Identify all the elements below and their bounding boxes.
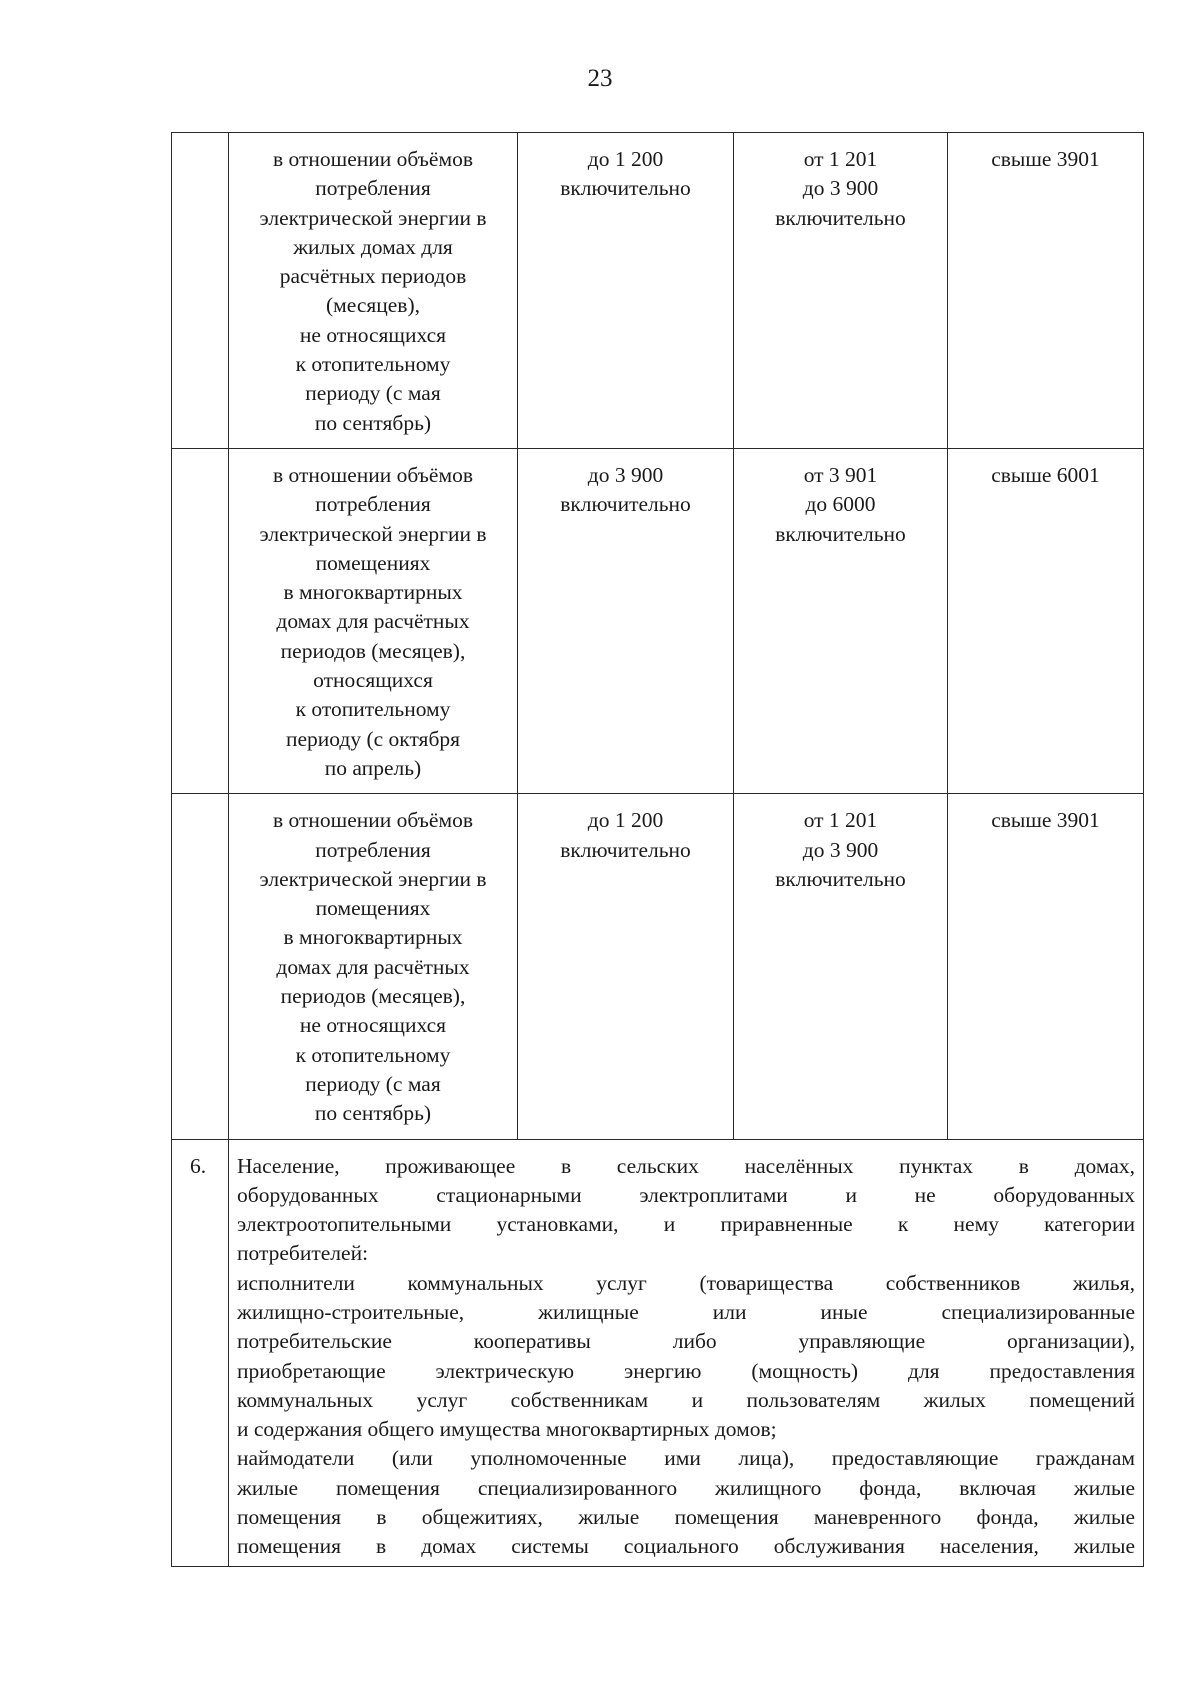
cell-text-line: включительно [560, 837, 691, 862]
cell-text-line: не относящихся [299, 322, 447, 347]
cell-text-line: потребления [315, 837, 431, 862]
cell-text-line: по апрель) [324, 755, 422, 780]
cell-text-line: включительно [775, 521, 906, 546]
cell-text-line: потребления [315, 176, 431, 201]
cell-text-line: периодов (месяцев), [280, 984, 466, 1009]
range-3-cell [948, 448, 1144, 793]
cell-text-line: электрической энергии в [259, 866, 487, 891]
paragraph-line: помещения в домах системы социального обслуживания населения, жилые [237, 1534, 1135, 1559]
description-cell [229, 133, 518, 449]
range-2-cell [734, 133, 948, 449]
cell-text-line: помещениях [315, 896, 431, 921]
cell-text-line: периоду (с октября [285, 726, 461, 751]
cell-text-line: до 1 200 [587, 147, 664, 171]
cell-text-line: периоду (с мая [305, 1071, 441, 1096]
cell-text-line: включительно [560, 492, 691, 517]
table-row [172, 448, 1144, 793]
cell-text-line: в отношении объёмов [273, 147, 473, 171]
range-2-cell [734, 448, 948, 793]
row-number-cell [172, 448, 229, 793]
cell-text-line: периодов (месяцев), [280, 638, 466, 663]
description-cell [229, 448, 518, 793]
range-2-cell [734, 794, 948, 1139]
page-number: 23 [587, 65, 613, 92]
cell-text-line: домах для расчётных [276, 609, 470, 634]
cell-text-line: относящихся [313, 668, 433, 693]
item-6-text-cell [229, 1139, 1144, 1566]
cell-text-line: от 3 901 [803, 462, 878, 487]
cell-text-line: в многоквартирных [283, 580, 463, 605]
paragraph-line: электроотопительными установками, и приравненные к нему категории [237, 1212, 1135, 1237]
cell-text-line: от 1 201 [803, 147, 878, 171]
cell-text-line: в отношении объёмов [273, 462, 473, 487]
cell-text-line: к отопительному [295, 352, 451, 377]
row-number-cell [172, 1139, 229, 1566]
tariff-table-body [172, 133, 1144, 1567]
table-row-item-6 [172, 1139, 1144, 1566]
cell-text-line: до 1 200 [587, 808, 664, 833]
paragraph-line: помещения в общежитиях, жилые помещения маневренного фонда, жилые [237, 1505, 1135, 1530]
cell-text-line: электрической энергии в [259, 205, 487, 230]
cell-text-line: свыше 6001 [991, 462, 1100, 487]
range-1-cell [518, 448, 734, 793]
tariff-table [171, 132, 1144, 1567]
cell-text-line: (месяцев), [325, 293, 420, 318]
cell-text-line: до 3 900 [802, 176, 879, 201]
paragraph-line: потребительские кооперативы либо управляющие организации), [237, 1329, 1135, 1354]
cell-text-line: не относящихся [299, 1013, 447, 1038]
cell-text-line: по сентябрь) [314, 1101, 432, 1126]
cell-text-line: периоду (с мая [305, 381, 441, 406]
cell-text-line: до 3 900 [587, 462, 664, 487]
cell-text-line: включительно [775, 866, 906, 891]
paragraph-line: потребителей: [237, 1241, 369, 1266]
cell-text-line: включительно [560, 176, 691, 201]
cell-text-line: включительно [775, 205, 906, 230]
row-number: 6. [189, 1153, 207, 1178]
paragraph-line: жилые помещения специализированного жилищного фонда, включая жилые [237, 1475, 1135, 1500]
cell-text-line: помещениях [315, 550, 431, 575]
paragraph-line: Население, проживающее в сельских населённых пунктах в домах, [237, 1153, 1135, 1178]
paragraph-line: и содержания общего имущества многоквартирных домов; [237, 1417, 777, 1442]
cell-text-line: к отопительному [295, 1042, 451, 1067]
range-1-cell [518, 794, 734, 1139]
cell-text-line: по сентябрь) [314, 410, 432, 435]
paragraph-line: коммунальных услуг собственникам и пользователям жилых помещений [237, 1387, 1135, 1412]
table-row [172, 794, 1144, 1139]
cell-text-line: до 6000 [805, 492, 876, 517]
cell-text-line: жилых домах для [293, 234, 453, 259]
paragraph-line: наймодатели (или уполномоченные ими лица), предоставляющие гражданам [237, 1446, 1135, 1471]
paragraph-line: оборудованных стационарными электроплитами и не оборудованных [237, 1182, 1135, 1207]
row-number-cell [172, 794, 229, 1139]
cell-text-line: потребления [315, 492, 431, 517]
table-row [172, 133, 1144, 449]
cell-text-line: свыше 3901 [991, 147, 1100, 171]
cell-text-line: от 1 201 [803, 808, 878, 833]
paragraph-line: приобретающие электрическую энергию (мощность) для предоставления [237, 1358, 1135, 1383]
cell-text-line: электрической энергии в [259, 521, 487, 546]
range-3-cell [948, 133, 1144, 449]
cell-text-line: домах для расчётных [276, 954, 470, 979]
cell-text-line: расчётных периодов [279, 264, 467, 289]
range-1-cell [518, 133, 734, 449]
paragraph-line: исполнители коммунальных услуг (товарищества собственников жилья, [237, 1270, 1135, 1295]
cell-text-line: в отношении объёмов [273, 808, 473, 833]
cell-text-line: до 3 900 [802, 837, 879, 862]
description-cell [229, 794, 518, 1139]
cell-text-line: в многоквартирных [283, 925, 463, 950]
cell-text-line: свыше 3901 [991, 808, 1100, 833]
paragraph-line: жилищно-строительные, жилищные или иные специализированные [237, 1299, 1135, 1324]
range-3-cell [948, 794, 1144, 1139]
cell-text-line: к отопительному [295, 697, 451, 722]
row-number-cell [172, 133, 229, 449]
